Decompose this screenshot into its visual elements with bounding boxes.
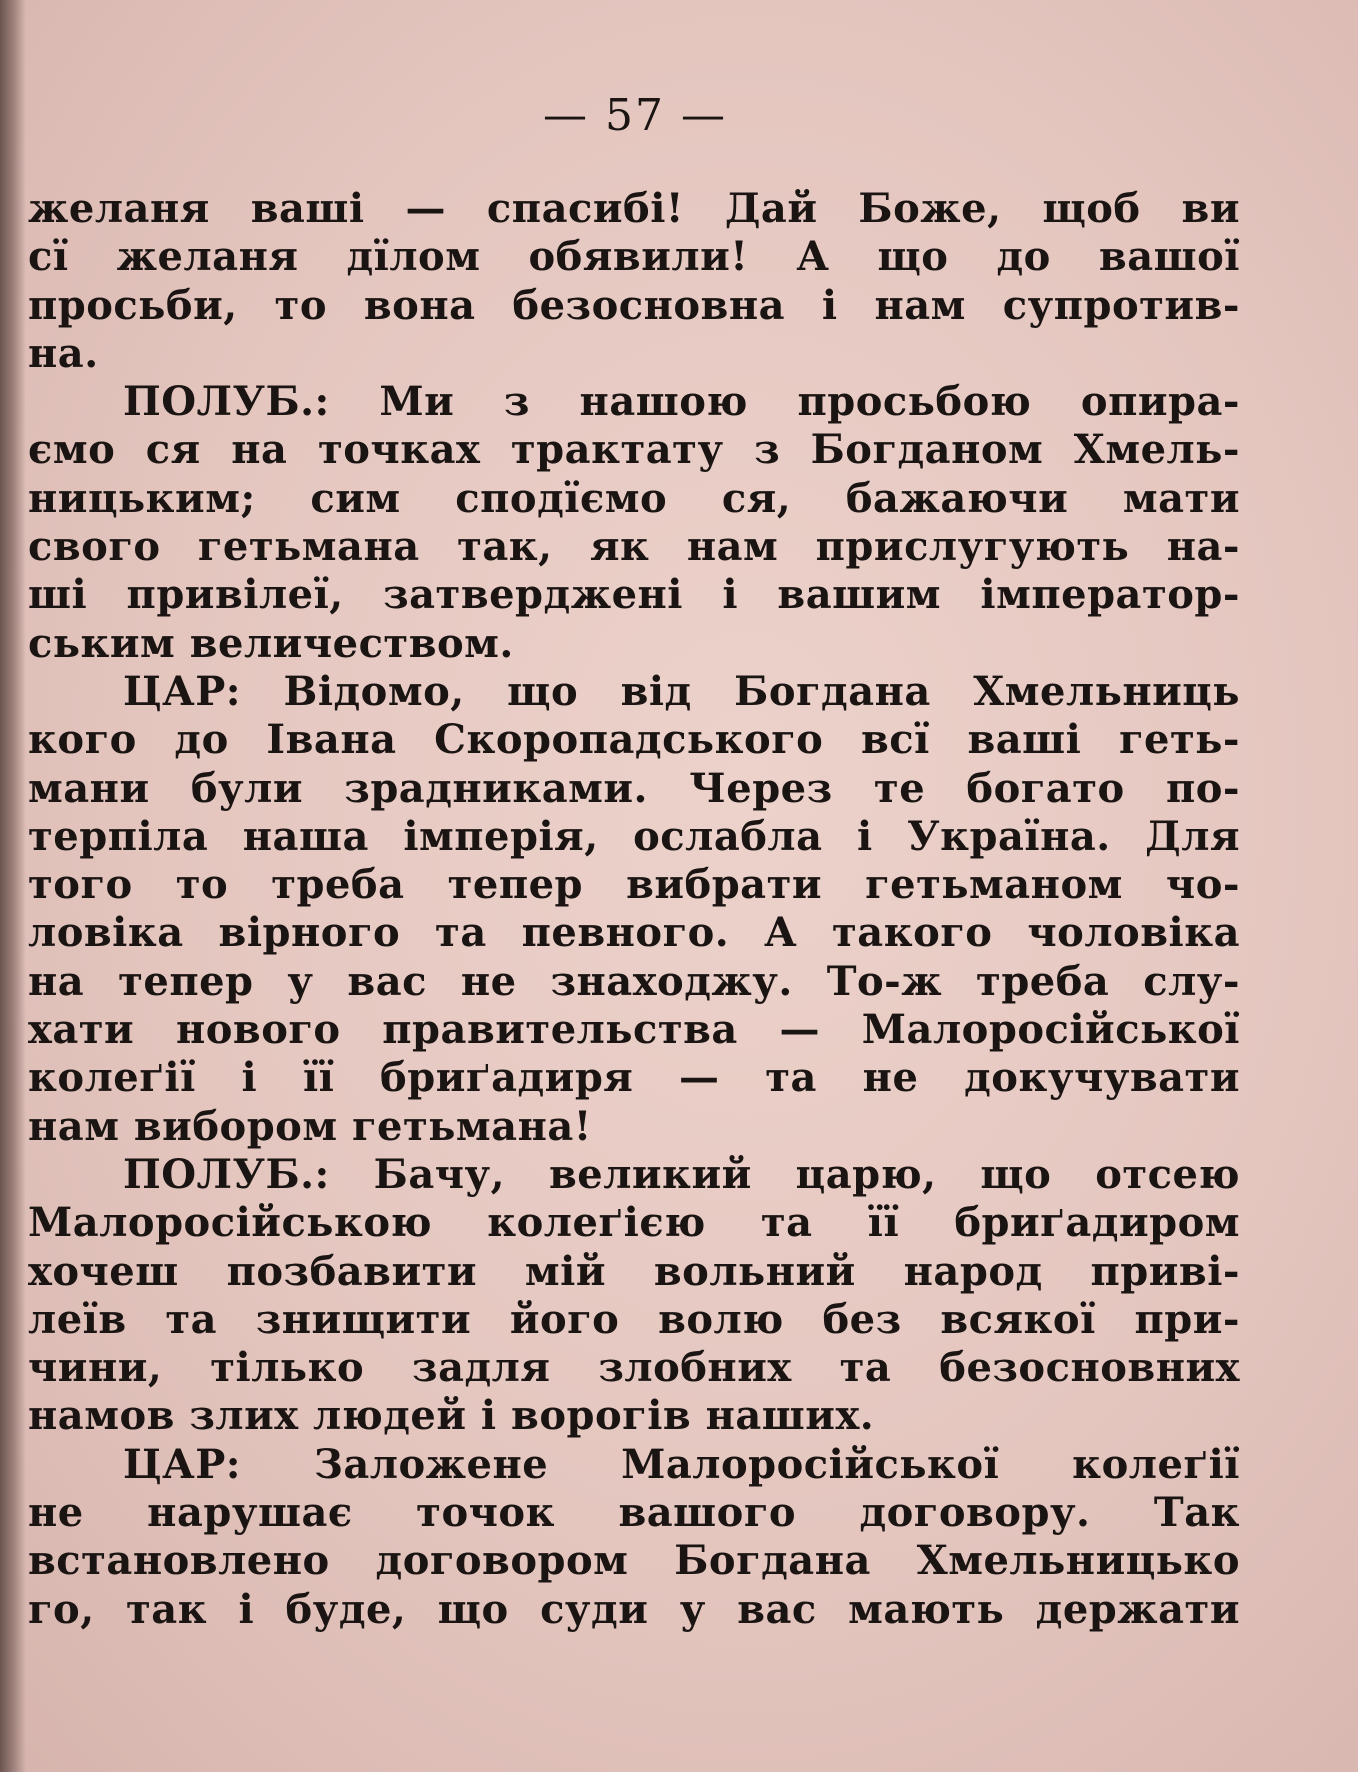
text-line: ловіка вірного та певного. А такого чоловіка <box>28 909 1240 957</box>
body-text <box>28 185 1240 1634</box>
text-line: намов злих людей і ворогів наших. <box>28 1392 875 1440</box>
text-line: встановлено договором Богдана Хмельницько <box>28 1537 1240 1585</box>
page-number: — 57 — <box>543 90 727 141</box>
text-line: того то треба тепер вибрати гетьманом чо- <box>28 861 1240 909</box>
speaker-line: ЦАР: Відомо, що від Богдана Хмельниць <box>123 667 1240 715</box>
text-line: желаня ваші — спасибі! Дай Боже, щоб ви <box>28 185 1240 232</box>
text-line: нам вибором гетьмана! <box>28 1102 592 1150</box>
speaker-line: ПОЛУБ.: Бачу, великий царю, що отсею <box>123 1150 1240 1198</box>
text-line: просьби, то вона безосновна і нам супротив- <box>28 281 1240 329</box>
text-line: ємо ся на точках трактату з Богданом Хмель- <box>28 426 1240 474</box>
text-line: терпіла наша імперія, ослабла і Україна. Для <box>28 812 1240 860</box>
speaker-line: ЦАР: Заложене Малоросійської колеґії <box>123 1440 1240 1488</box>
text-line: колеґії і її бриґадиря — та не докучувати <box>28 1054 1240 1102</box>
text-line: леїв та знищити його волю без всякої при- <box>28 1295 1240 1343</box>
text-line: хати нового правительства — Малоросійської <box>28 1006 1240 1054</box>
text-line: ші привілеї, затверджені і вашим імператор- <box>28 571 1240 619</box>
text-line: на. <box>28 329 99 377</box>
text-line: мани були зрадниками. Через те богато по- <box>28 764 1240 812</box>
text-line: чини, тілько задля злобних та безосновних <box>28 1344 1240 1392</box>
text-line: Малоросійською колеґією та її бриґадиром <box>28 1199 1240 1247</box>
text-line: на тепер у вас не знаходжу. То-ж треба слу- <box>28 957 1240 1005</box>
text-line: сї желаня дїлом обявили! А що до вашої <box>28 233 1240 281</box>
text-line: хочеш позбавити мій вольний народ приві- <box>28 1247 1240 1295</box>
text-line: кого до Івана Скоропадського всї ваші геть- <box>28 716 1240 764</box>
text-line: свого гетьмана так, як нам прислугують на- <box>28 523 1240 571</box>
text-line: ницьким; сим сподїємо ся, бажаючи мати <box>28 474 1240 522</box>
text-line: го, так і буде, що суди у вас мають держати <box>28 1585 1240 1633</box>
text-line: не нарушає точок вашого договору. Так <box>28 1489 1240 1537</box>
speaker-line: ПОЛУБ.: Ми з нашою просьбою опира- <box>123 378 1240 426</box>
text-line: ським величеством. <box>28 619 514 667</box>
